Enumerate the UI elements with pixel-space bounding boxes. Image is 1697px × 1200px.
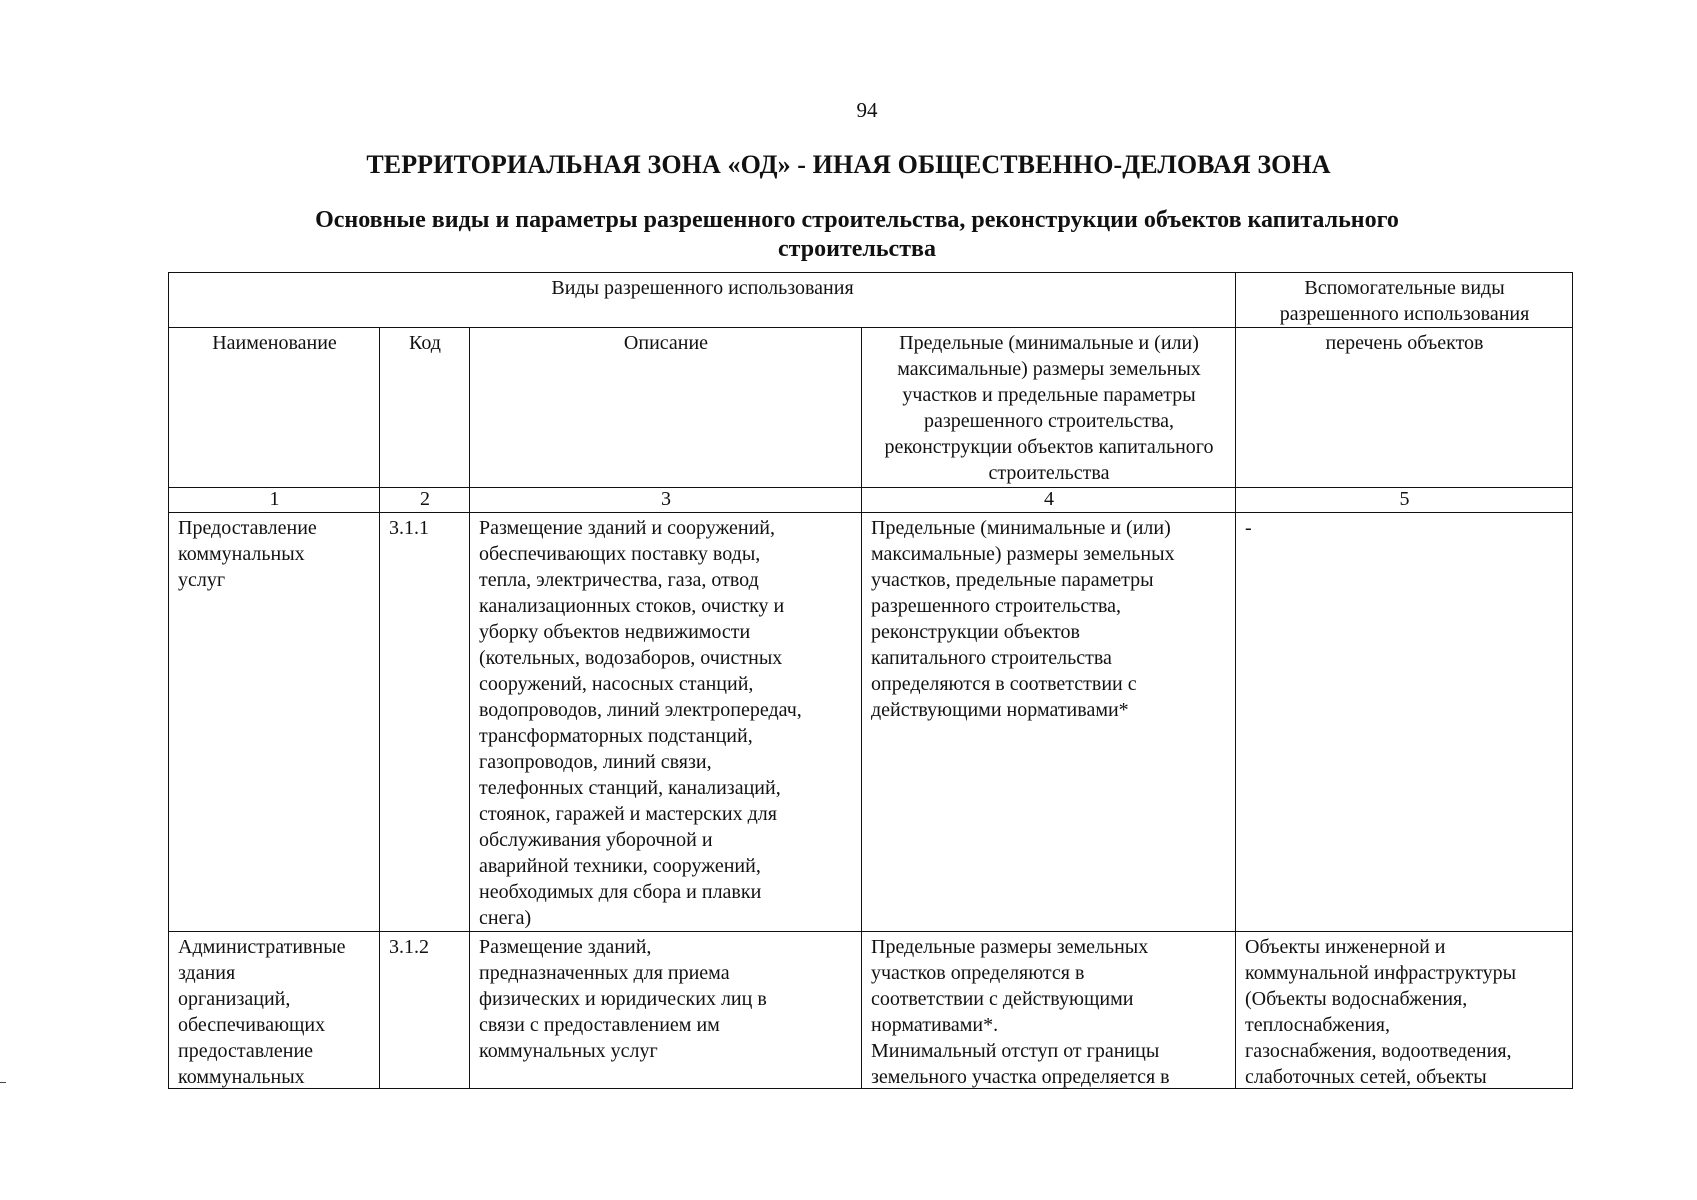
column-number: 3: [470, 488, 862, 513]
column-header-description: Описание: [470, 328, 862, 488]
row-limits: Предельные размеры земельных участков определяются в соответствии с действующими нормативами*. Минимальный отступ от границы земельного участка определяется в: [871, 936, 1170, 1088]
column-header-code: Код: [380, 328, 470, 488]
column-number-row: [169, 488, 1573, 513]
page-title: ТЕРРИТОРИАЛЬНАЯ ЗОНА «ОД» - ИНАЯ ОБЩЕСТВЕННО-ДЕЛОВАЯ ЗОНА: [366, 150, 1331, 179]
column-number: 1: [169, 488, 380, 513]
table-row: [169, 932, 1573, 1089]
row-objects: -: [1236, 513, 1573, 932]
page-subtitle: Основные виды и параметры разрешенного строительства, реконструкции объектов капитального строительства: [315, 207, 1399, 262]
table-column-headers: [169, 328, 1573, 488]
table-header-row: [169, 273, 1573, 328]
column-number: 5: [1236, 488, 1573, 513]
row-limits: Предельные (минимальные и (или) максимальные) размеры земельных участков, предельные параметры разрешенного строительства, реконструкции объектов капитального строительства определяются в соответствии с действующими нормативами*: [862, 513, 1236, 932]
column-header-objects: перечень объектов: [1236, 328, 1573, 488]
row-description: Размещение зданий и сооружений, обеспечивающих поставку воды, тепла, электричества, газа, отвод канализационных стоков, очистку и уборку объектов недвижимости (котельных, водозаборов, очистных сооружений, насосных станций, водопроводов, линий электропередач, трансформаторных подстанций, газопроводов, линий связи, телефонных станций, канализаций, стоянок, гаражей и мастерских для обслуживания уборочной и аварийной техники, сооружений, необходимых для сбора и плавки снега): [470, 513, 862, 932]
column-number: 2: [380, 488, 470, 513]
aux-header: Вспомогательные виды разрешенного использования: [1236, 273, 1573, 328]
row-description: Размещение зданий, предназначенных для приема физических и юридических лиц в связи с предоставлением им коммунальных услуг: [479, 936, 767, 1062]
row-name: Административные здания организаций, обеспечивающих предоставление коммунальных: [178, 936, 346, 1088]
scan-margin-mark: [0, 1082, 6, 1083]
row-code: 3.1.1: [380, 513, 470, 932]
row-name: Предоставление коммунальных услуг: [169, 513, 380, 932]
column-number: 4: [862, 488, 1236, 513]
zoning-table: [168, 272, 1573, 1089]
table-row: [169, 513, 1573, 932]
row-code: 3.1.2: [389, 936, 429, 958]
column-header-limits: Предельные (минимальные и (или) максимальные) размеры земельных участков и предельные параметры разрешенного строительства, реконструкции объектов капитального строительства: [862, 328, 1236, 488]
page-number: 94: [856, 98, 878, 122]
group-header-permitted-uses: Виды разрешенного использования: [169, 273, 1236, 328]
column-header-name: Наименование: [169, 328, 380, 488]
row-objects: Объекты инженерной и коммунальной инфраструктуры (Объекты водоснабжения, теплоснабжения, газоснабжения, водоотведения, слаботочных сетей, объекты: [1245, 936, 1517, 1088]
